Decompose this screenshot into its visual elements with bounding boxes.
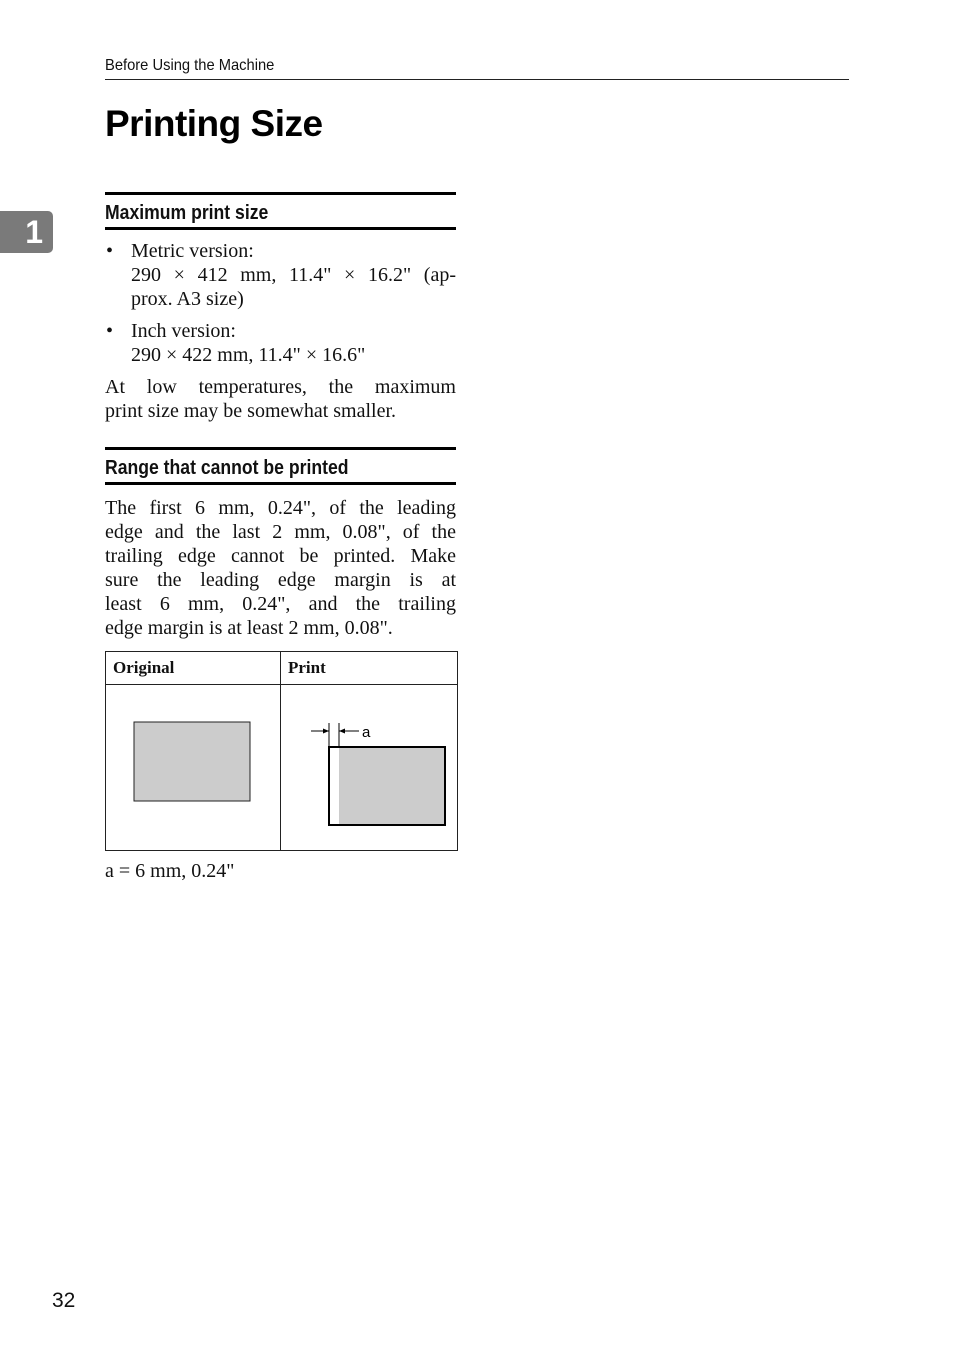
metric-value-line-1: 290 × 412 mm, 11.4" × 16.2" (ap- xyxy=(131,264,456,286)
note-line-1: At low temperatures, the maximum xyxy=(105,376,456,398)
header-rule xyxy=(105,79,849,80)
temperature-note xyxy=(105,375,456,423)
note-line-2: print size may be somewhat smaller. xyxy=(105,400,397,422)
printable-area xyxy=(339,747,445,825)
figure-caption: a = 6 mm, 0.24" xyxy=(105,860,235,882)
print-margin-figure xyxy=(105,651,458,851)
content-column xyxy=(105,192,456,883)
column-header-print: Print xyxy=(281,652,458,685)
section-heading-range-not-printed xyxy=(105,447,456,485)
list-item-inch xyxy=(105,319,456,367)
print-cell xyxy=(281,685,458,851)
paragraph-line: The first 6 mm, 0.24", of the leading xyxy=(105,497,456,519)
chapter-tab: 1 xyxy=(0,211,53,253)
print-diagram xyxy=(281,685,457,845)
paragraph-line: least 6 mm, 0.24", and the trailing xyxy=(105,593,456,615)
paragraph-line: sure the leading edge margin is at xyxy=(105,569,456,591)
paragraph-line: edge and the last 2 mm, 0.08", of the xyxy=(105,521,456,543)
inch-value: 290 × 422 mm, 11.4" × 16.6" xyxy=(131,344,366,366)
paragraph-line: edge margin is at least 2 mm, 0.08". xyxy=(105,617,393,639)
running-head: Before Using the Machine xyxy=(105,57,275,74)
paragraph-line: trailing edge cannot be printed. Make xyxy=(105,545,456,567)
arrow-right-head xyxy=(339,729,345,734)
section-heading-maximum-print-size xyxy=(105,192,456,230)
margin-label-a: a xyxy=(362,724,371,741)
print-size-list xyxy=(105,239,456,367)
inch-label: • Inch version: xyxy=(131,320,236,342)
column-header-original: Original xyxy=(106,652,281,685)
list-item-metric xyxy=(105,239,456,311)
arrow-left-head xyxy=(323,729,329,734)
range-paragraph xyxy=(105,496,456,640)
metric-label: • Metric version: xyxy=(131,240,254,262)
original-cell xyxy=(106,685,281,851)
section-heading-text: Maximum print size xyxy=(105,202,269,224)
original-diagram xyxy=(106,685,280,845)
metric-value-line-2: prox. A3 size) xyxy=(131,288,244,310)
section-heading-text: Range that cannot be printed xyxy=(105,457,349,479)
page-number: 32 xyxy=(52,1289,76,1312)
original-sheet xyxy=(134,722,250,801)
page-title: Printing Size xyxy=(105,103,323,144)
